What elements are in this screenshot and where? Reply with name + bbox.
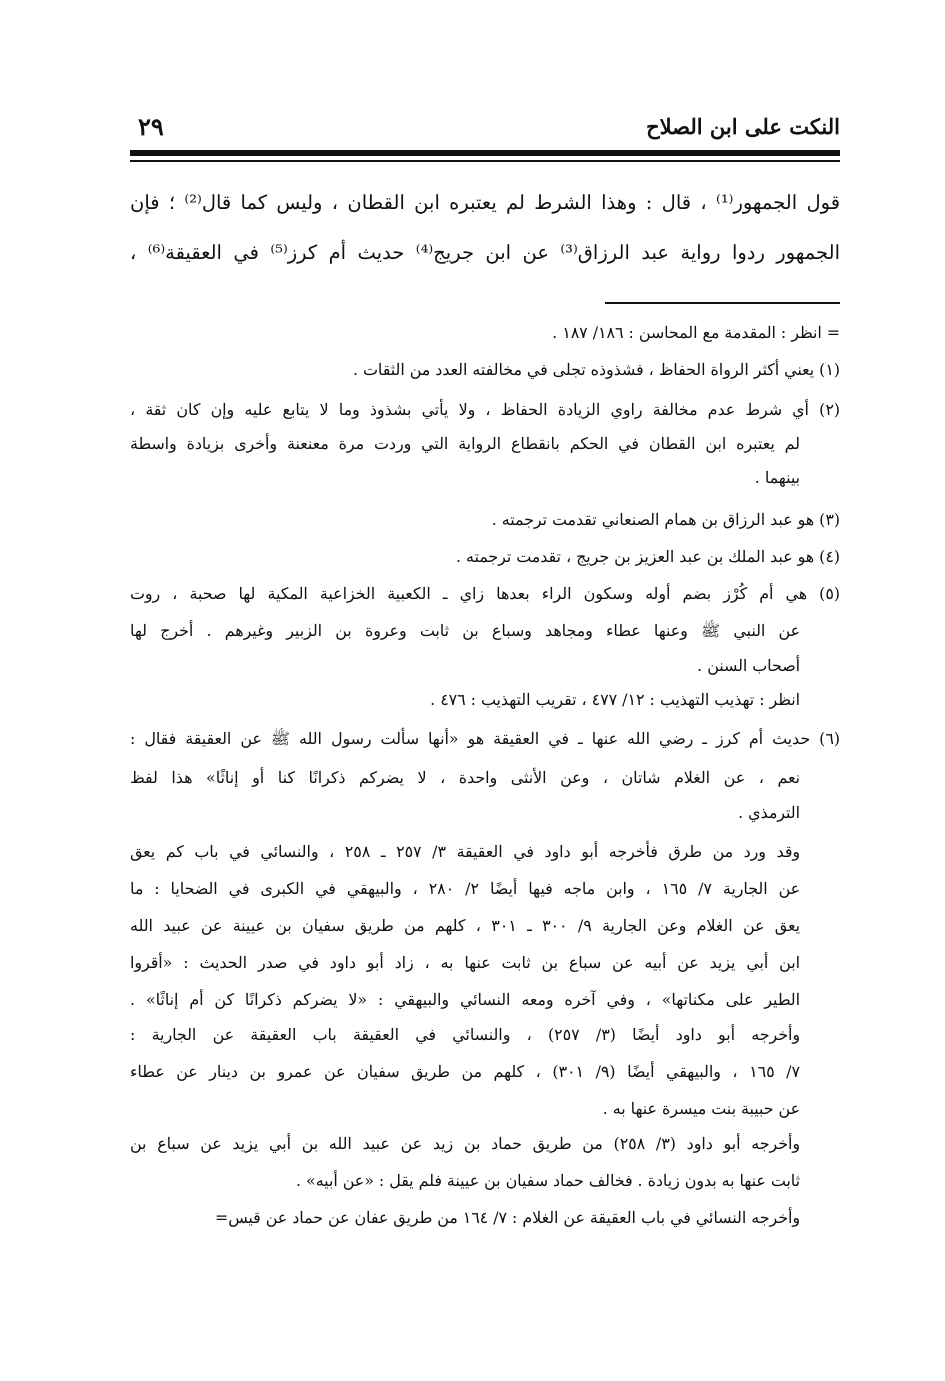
footnote-6-line: يعق عن الغلام وعن الجارية ٩/ ٣٠٠ ـ ٣٠١ ، كلهم من طريق سفيان بن عيينة عن عبيد الله [130, 916, 800, 935]
footnote-2-line: بينهما . [754, 468, 800, 487]
main-text-line: الجمهور ردوا رواية عبد الرزاق⁽³⁾ عن ابن جريج⁽⁴⁾ حديث أم كرز⁽⁵⁾ في العقيقة⁽⁶⁾ ، [130, 241, 840, 264]
header-rule-thick [130, 150, 840, 156]
footnote-2-line: (٢) أي شرط عدم مخالفة راوي الزيادة الحفاظ ، ولا يأتي بشذوذ وما لا يتابع عليه وإن كان ثقة ، [130, 400, 840, 419]
footnote-6-line: وأخرجه أبو داود (٣/ ٢٥٨) من طريق حماد بن زيد عن عبيد الله بن أبي يزيد عن سباع بن [130, 1134, 800, 1153]
page-header [130, 110, 840, 150]
footnote-6-line: عن حبيبة بنت ميسرة عنها به . [602, 1099, 800, 1118]
footnote-separator [605, 302, 840, 304]
footnote-5-line: (٥) هي أم كُرْز بضم أوله وسكون الراء بعدها زاي ـ الكعبية الخزاعية المكية لها صحبة ، روت [130, 584, 840, 603]
footnote-5-line: عن النبي ﷺ وعنها عطاء ومجاهد وسباع بن ثابت وعروة بن الزبير وغيرهم . أخرج لها [130, 621, 800, 640]
footnote-6-line: ثابت عنها به بدون زيادة . فخالف حماد سفيان بن عيينة فلم يقل : «عن أبيه» . [296, 1171, 800, 1190]
header-rule-thin [130, 160, 840, 162]
footnote-2-line: لم يعتبره ابن القطان في الحكم بانقطاع الرواية التي وردت مرة معنعنة وأخرى بزيادة واسطة [130, 434, 800, 453]
footnote-1: (١) يعني أكثر الرواة الحفاظ ، فشذوذه تجلى في مخالفته العدد من الثقات . [353, 360, 840, 379]
footnote-6-line: ابن أبي يزيد عن أبيه عن سباع بن ثابت عنها به ، زاد أبو داود في صدر الحديث : «أقروا [130, 953, 800, 972]
footnote-6-line: الطير على مكناتها» ، وفي آخره ومعه النسائي والبيهقي : «لا يضركم ذكرانًا كن أم إناثًا» . [130, 990, 800, 1009]
footnote-6-line: نعم ، عن الغلام شاتان ، وعن الأنثى واحدة ، لا يضركم ذكرانًا كنا أو إناثًا» هذا لفظ [130, 768, 800, 787]
footnote-6-line: وأخرجه أبو داود أيضًا (٣/ ٢٥٧) ، والنسائي في العقيقة باب العقيقة عن الجارية : [130, 1025, 800, 1044]
page-number: ٢٩ [138, 112, 164, 141]
footnote-6-line: وأخرجه النسائي في باب العقيقة عن الغلام : ٧/ ١٦٤ من طريق عفان عن حماد عن قيس= [215, 1208, 800, 1227]
footnote-6-line: الترمذي . [738, 803, 800, 822]
footnote-5-line: انظر : تهذيب التهذيب : ١٢/ ٤٧٧ ، تقريب التهذيب : ٤٧٦ . [430, 690, 800, 709]
main-text-line: قول الجمهور⁽¹⁾ ، قال : وهذا الشرط لم يعتبره ابن القطان ، وليس كما قال⁽²⁾ ؛ فإن [130, 191, 840, 214]
footnote-3: (٣) هو عبد الرزاق بن همام الصنعاني تقدمت ترجمته . [491, 510, 840, 529]
footnote-6-line: (٦) حديث أم كرز ـ رضي الله عنها ـ في العقيقة هو «أنها سألت رسول الله ﷺ عن العقيقة فقال : [130, 729, 840, 748]
footnote-4: (٤) هو عبد الملك بن عبد العزيز بن جريج ، تقدمت ترجمته . [455, 547, 840, 566]
footnote-6-line: وقد ورد من طرق فأخرجه أبو داود في العقيقة ٣/ ٢٥٧ ـ ٢٥٨ ، والنسائي في باب كم يعق [130, 842, 800, 861]
footnote-5-line: أصحاب السنن . [697, 656, 800, 675]
footnote-6-line: عن الجارية ٧/ ١٦٥ ، وابن ماجه فيها أيضًا ٢/ ٢٨٠ ، والبيهقي في الكبرى في الضحايا : ما [130, 879, 800, 898]
running-title: النكت على ابن الصلاح [646, 114, 840, 139]
footnote-6-line: ٧/ ١٦٥ ، والبيهقي أيضًا (٩/ ٣٠١) ، كلهم من طريق سفيان عن عمرو بن دينار عن عطاء [130, 1062, 800, 1081]
footnote-continuation: = انظر : المقدمة مع المحاسن : ١٨٦/ ١٨٧ . [552, 323, 840, 342]
